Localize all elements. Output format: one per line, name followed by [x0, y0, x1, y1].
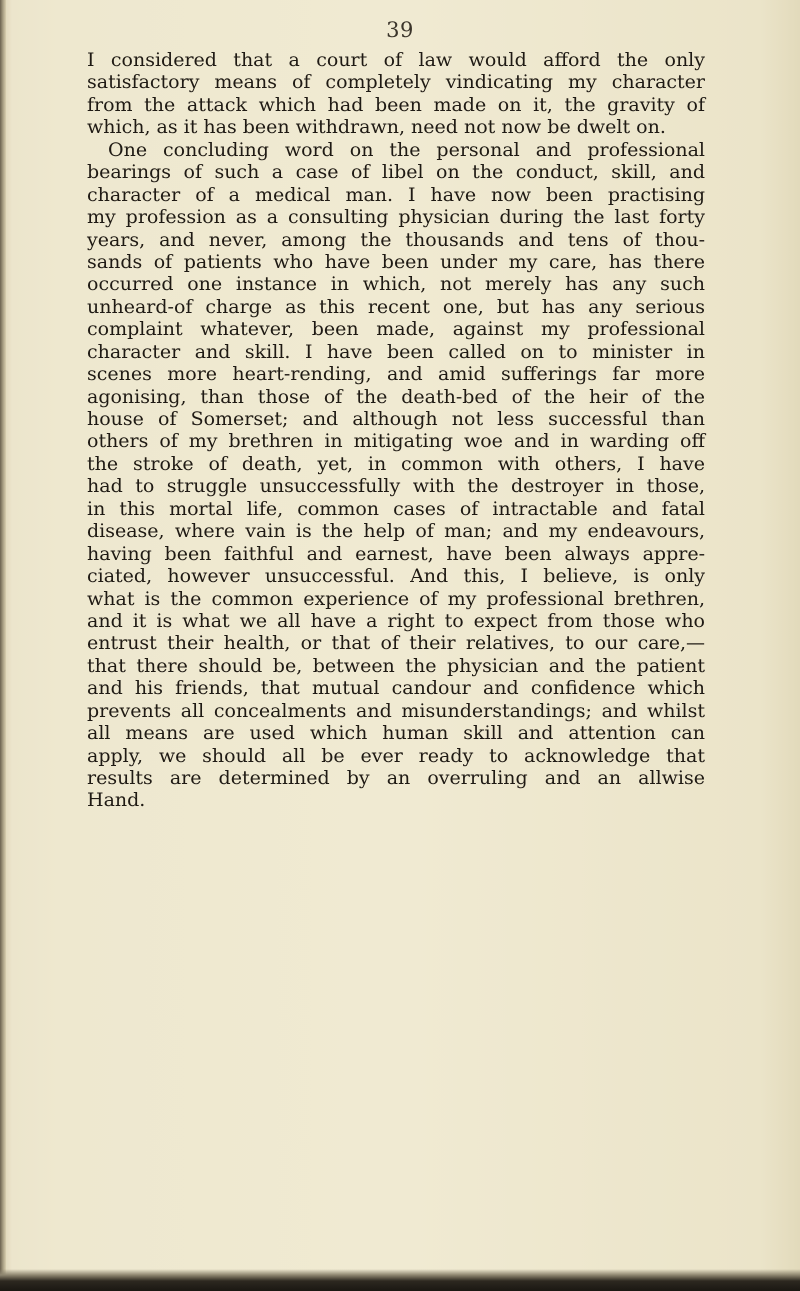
text-line: others of my brethren in mitigating woe and in warding off [87, 430, 705, 453]
text-line: scenes more heart-rending, and amid sufferings far more [87, 363, 705, 386]
body-text [87, 49, 705, 812]
text-line: Hand. [87, 789, 146, 812]
text-line: which, as it has been withdrawn, need not now be dwelt on. [87, 116, 666, 139]
text-line: bearings of such a case of libel on the conduct, skill, and [87, 161, 705, 184]
text-line: that there should be, between the physician and the patient [87, 654, 705, 677]
text-line: complaint whatever, been made, against my professional [87, 318, 705, 341]
text-line: I considered that a court of law would afford the only [87, 49, 705, 71]
text-line: prevents all concealments and misunderstandings; and whilst [87, 699, 705, 722]
text-line: house of Somerset; and although not less successful than [87, 408, 705, 430]
text-line: One concluding word on the personal and professional [108, 138, 705, 161]
text-line: results are determined by an overruling and an allwise [87, 767, 705, 789]
text-line: the stroke of death, yet, in common with others, I have [87, 452, 705, 475]
text-line: years, and never, among the thousands and tens of thou- [87, 228, 705, 251]
text-line: from the attack which had been made on it, the gravity of [87, 93, 705, 116]
text-line: character of a medical man. I have now been practising [87, 183, 705, 206]
text-line: disease, where vain is the help of man; and my endeavours, [87, 520, 705, 543]
text-line: agonising, than those of the death-bed of the heir of the [87, 385, 705, 408]
text-line: character and skill. I have been called on to minister in [87, 340, 705, 363]
page-bottom-edge [0, 1269, 800, 1291]
text-line: my profession as a consulting physician during the last forty [87, 206, 705, 229]
text-line: entrust their health, or that of their relatives, to our care,— [87, 632, 705, 655]
text-line: satisfactory means of completely vindicating my character [87, 71, 705, 94]
text-line: and his friends, that mutual candour and confidence which [87, 677, 705, 700]
text-line: unheard-of charge as this recent one, but has any serious [87, 295, 705, 318]
page-binding-edge [0, 0, 6, 1291]
text-line: and it is what we all have a right to expect from those who [87, 609, 705, 632]
text-line: all means are used which human skill and attention can [87, 722, 705, 745]
text-line: what is the common experience of my professional brethren, [87, 587, 705, 610]
text-line: in this mortal life, common cases of intractable and fatal [87, 497, 705, 520]
text-line: sands of patients who have been under my care, has there [87, 250, 705, 273]
text-line: had to struggle unsuccessfully with the destroyer in those, [87, 475, 705, 498]
text-line: having been faithful and earnest, have been always appre- [87, 542, 705, 565]
page-number: 39 [386, 18, 414, 42]
text-line: apply, we should all be ever ready to acknowledge that [87, 744, 705, 767]
text-line: ciated, however unsuccessful. And this, I believe, is only [87, 565, 705, 588]
text-line: occurred one instance in which, not merely has any such [87, 273, 705, 296]
